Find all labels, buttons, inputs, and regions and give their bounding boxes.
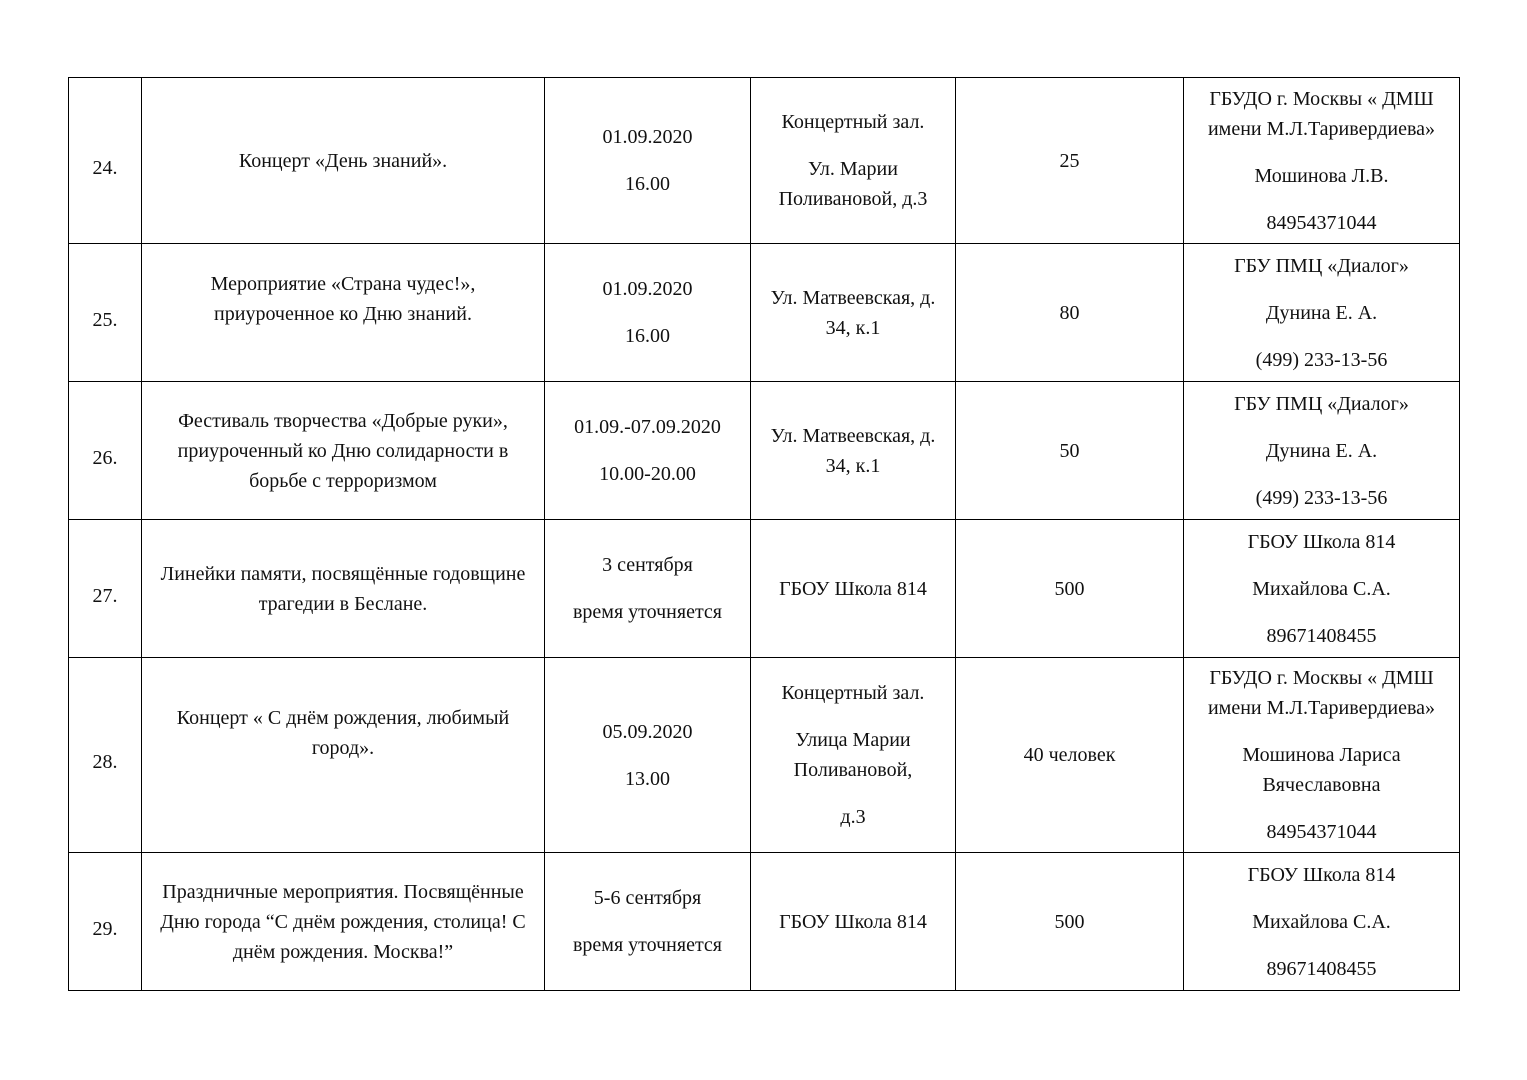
organizer-cell (1184, 520, 1460, 658)
count-cell (956, 658, 1184, 853)
time-text: 16.00 (625, 173, 670, 195)
date-cell (545, 658, 751, 853)
row-number: 25. (92, 308, 118, 331)
event-cell (142, 244, 545, 382)
date-cell (545, 244, 751, 382)
table-row (69, 78, 1460, 244)
contact-person: Михайлова С.А. (1252, 577, 1391, 600)
place-text: Улица Марии Поливановой, (793, 729, 913, 781)
row-number-cell (69, 244, 142, 382)
row-number: 28. (92, 751, 118, 773)
contact-phone: (499) 233-13-56 (1255, 486, 1388, 509)
event-cell (142, 78, 545, 244)
row-number: 24. (92, 156, 118, 179)
contact-person: Дунина Е. А. (1265, 301, 1378, 324)
contact-person: Мошинова Л.В. (1254, 164, 1389, 187)
event-cell (142, 382, 545, 520)
place-text: Концертный зал. (781, 682, 925, 704)
date-text: 01.09.2020 (602, 278, 693, 300)
organizer-name: ГБУ ПМЦ «Диалог» (1234, 254, 1409, 277)
place-text: Ул. Матвеевская, д. 34, к.1 (770, 286, 936, 339)
contact-phone: 84954371044 (1266, 821, 1377, 843)
organizer-name: ГБУДО г. Москвы « ДМШ имени М.Л.Таривердиева» (1207, 667, 1436, 719)
participants-count: 25 (1059, 149, 1080, 172)
count-cell (956, 520, 1184, 658)
event-text: Линейки памяти, посвящённые годовщине трагедии в Беслане. (160, 562, 526, 615)
time-text: время уточняется (572, 601, 723, 623)
participants-count: 500 (1054, 910, 1085, 933)
place-text: Ул. Марии Поливановой, д.3 (778, 158, 928, 210)
table-row (69, 520, 1460, 658)
row-number-cell (69, 520, 142, 658)
event-cell (142, 520, 545, 658)
place-text: д.3 (840, 806, 866, 828)
organizer-cell (1184, 78, 1460, 244)
contact-phone: (499) 233-13-56 (1255, 348, 1388, 371)
contact-phone: 89671408455 (1266, 957, 1377, 980)
participants-count: 500 (1054, 577, 1085, 600)
date-text: 01.09.2020 (602, 126, 693, 148)
row-number: 27. (92, 584, 118, 607)
organizer-name: ГБОУ Школа 814 (1247, 530, 1396, 553)
row-number-cell (69, 382, 142, 520)
place-cell (751, 78, 956, 244)
event-text: Концерт « С днём рождения, любимый город». (176, 706, 510, 759)
row-number: 29. (92, 917, 118, 940)
count-cell (956, 853, 1184, 991)
organizer-cell (1184, 244, 1460, 382)
place-cell (751, 853, 956, 991)
event-text: Мероприятие «Страна чудес!», приуроченное ко Дню знаний. (210, 272, 476, 325)
organizer-cell (1184, 658, 1460, 853)
event-cell (142, 658, 545, 853)
participants-count: 50 (1059, 439, 1080, 462)
organizer-cell (1184, 382, 1460, 520)
place-cell (751, 658, 956, 853)
row-number-cell (69, 853, 142, 991)
place-cell (751, 520, 956, 658)
place-text: Концертный зал. (781, 111, 925, 133)
date-text: 5-6 сентября (593, 887, 702, 909)
count-cell (956, 244, 1184, 382)
participants-count: 80 (1059, 301, 1080, 324)
participants-count: 40 человек (1023, 744, 1116, 766)
contact-person: Мошинова Лариса Вячеславовна (1242, 744, 1401, 796)
event-text: Фестиваль творчества «Добрые руки», приуроченный ко Дню солидарности в борьбе с терроризмом (177, 409, 509, 492)
contact-phone: 89671408455 (1266, 624, 1377, 647)
table-row (69, 658, 1460, 853)
organizer-name: ГБУ ПМЦ «Диалог» (1234, 392, 1409, 415)
time-text: 16.00 (625, 325, 670, 347)
organizer-name: ГБОУ Школа 814 (1247, 863, 1396, 886)
date-text: 01.09.-07.09.2020 (574, 416, 721, 438)
place-cell (751, 244, 956, 382)
contact-phone: 84954371044 (1266, 211, 1377, 234)
time-text: время уточняется (572, 934, 723, 956)
contact-person: Дунина Е. А. (1265, 439, 1378, 462)
count-cell (956, 78, 1184, 244)
count-cell (956, 382, 1184, 520)
date-text: 3 сентября (602, 554, 693, 576)
contact-person: Михайлова С.А. (1252, 910, 1391, 933)
table-row (69, 244, 1460, 382)
table-row (69, 382, 1460, 520)
table-body (69, 78, 1460, 991)
place-text: ГБОУ Школа 814 (779, 910, 927, 933)
date-cell (545, 78, 751, 244)
event-text: Концерт «День знаний». (238, 149, 448, 172)
date-cell (545, 853, 751, 991)
time-text: 10.00-20.00 (599, 463, 696, 485)
row-number-cell (69, 658, 142, 853)
event-cell (142, 853, 545, 991)
time-text: 13.00 (625, 767, 670, 790)
organizer-cell (1184, 853, 1460, 991)
place-text: ГБОУ Школа 814 (779, 577, 927, 600)
date-cell (545, 520, 751, 658)
date-text: 05.09.2020 (602, 720, 693, 743)
row-number: 26. (92, 446, 118, 469)
table-row (69, 853, 1460, 991)
row-number-cell (69, 78, 142, 244)
event-text: Праздничные мероприятия. Посвящённые Дню города “С днём рождения, столица! С днём рождения. Москва!” (160, 880, 526, 963)
place-text: Ул. Матвеевская, д. 34, к.1 (770, 424, 936, 477)
place-cell (751, 382, 956, 520)
date-cell (545, 382, 751, 520)
events-table (68, 77, 1460, 991)
organizer-name: ГБУДО г. Москвы « ДМШ имени М.Л.Таривердиева» (1207, 87, 1436, 140)
